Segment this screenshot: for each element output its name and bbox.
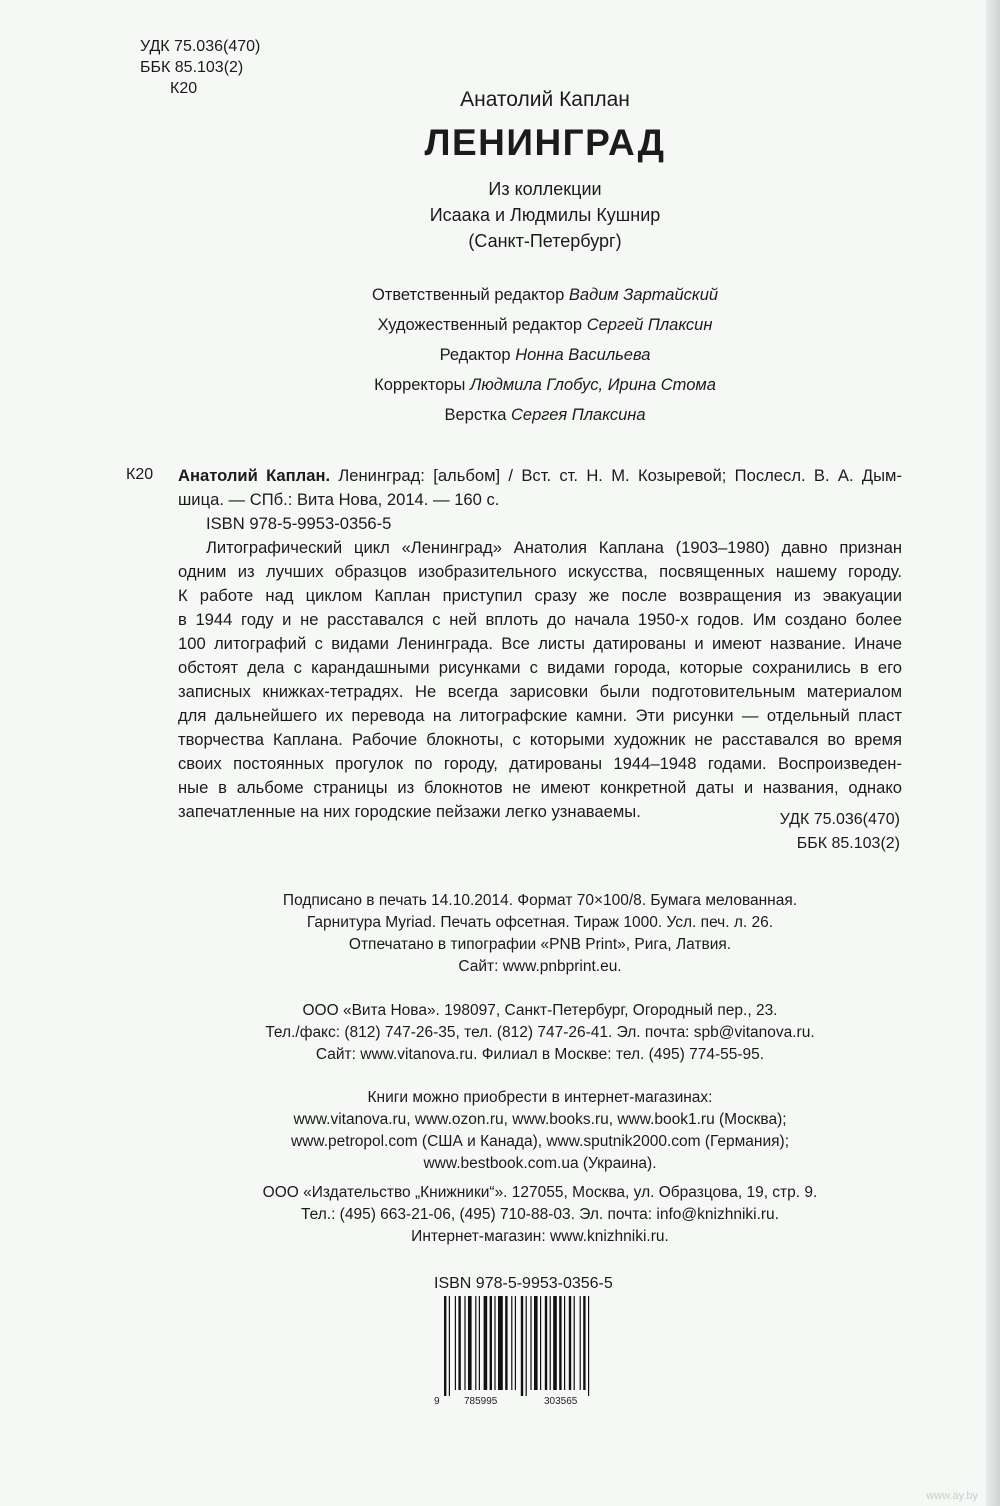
book-title: ЛЕНИНГРАД	[424, 122, 666, 163]
barcode-bar	[494, 1296, 495, 1390]
credit-line	[180, 310, 910, 340]
barcode-bar	[458, 1296, 460, 1390]
biblio-title: Ленинград: [альбом] / Вст. ст. Н. М. Козыревой; Послесл. В. А. Дым-	[338, 466, 902, 485]
credit-name: Нонна Васильева	[515, 346, 651, 364]
biblio-author: Анатолий Каплан.	[178, 466, 331, 485]
imprint-line: Сайт: www.pnbprint.eu.	[458, 958, 622, 975]
annotation-line: ные в альбоме страницы из блокнотов не имеют конкретной даты и названия, однако	[178, 778, 902, 797]
biblio-isbn: ISBN 978-5-9953-0356-5	[206, 514, 392, 533]
credit-line	[180, 280, 910, 310]
barcode-bar	[484, 1296, 488, 1390]
credit-line	[180, 370, 910, 400]
barcode-bar	[455, 1296, 456, 1390]
annotation-line: обстоят дела с карандашными рисунками с видами города, которые сохранились в его	[178, 658, 902, 677]
barcode-bars	[444, 1296, 589, 1396]
barcode-bar	[505, 1296, 507, 1390]
imprint-line: Тел.: (495) 663-21-06, (495) 710-88-03. Эл. почта: info@knizhniki.ru.	[301, 1206, 779, 1223]
barcode-bar	[574, 1296, 575, 1390]
isbn-barcode	[434, 1296, 614, 1406]
barcode-bar	[588, 1296, 589, 1396]
subtitle-line: Исаака и Людмилы Кушнир	[429, 205, 661, 225]
subtitle	[180, 176, 910, 254]
annotation-line: своих постоянных прогулок по городу, датированы 1944–1948 годами. Воспроизведен-	[178, 754, 902, 773]
imprint-line: Книги можно приобрести в интернет-магазинах:	[367, 1089, 713, 1106]
annotation-line: Литографический цикл «Ленинград» Анатолия Каплана (1903–1980) давно признан	[206, 538, 902, 557]
imprint-line: www.petropol.com (США и Канада), www.sputnik2000.com (Германия);	[290, 1133, 789, 1150]
barcode-bar	[550, 1296, 551, 1390]
barcode-bar	[534, 1296, 538, 1390]
barcode-bar	[449, 1296, 450, 1396]
barcode-bar	[511, 1296, 512, 1390]
imprint-line: www.vitanova.ru, www.ozon.ru, www.books.ru, www.book1.ru (Москва);	[293, 1111, 787, 1128]
barcode-bar	[564, 1296, 565, 1390]
annotation-line: записных книжках-тетрадях. Не всегда зарисовки были подготовительным материалом	[178, 682, 902, 701]
credits	[180, 280, 910, 430]
credit-role: Художественный редактор	[377, 316, 583, 334]
annotation-line: К работе над циклом Каплан приступил сразу же после возвращения из эвакуации	[178, 586, 902, 605]
credit-name: Сергей Плаксин	[586, 316, 713, 334]
imprint-line: ООО «Издательство „Книжники“». 127055, Москва, ул. Образцова, 19, стр. 9.	[262, 1184, 818, 1201]
credit-name: Людмила Глобус, Ирина Стома	[470, 376, 716, 394]
subtitle-line: (Санкт-Петербург)	[468, 231, 622, 251]
classification-codes-right	[780, 808, 900, 856]
barcode-bar	[515, 1296, 516, 1390]
imprint-publisher	[180, 1000, 900, 1066]
subtitle-line: Из коллекции	[488, 179, 602, 199]
imprint-line: Тел./факс: (812) 747-26-35, тел. (812) 747-26-41. Эл. почта: spb@vitanova.ru.	[265, 1024, 815, 1041]
page-edge-shadow	[986, 0, 1000, 1506]
imprint-line: ООО «Вита Нова». 198097, Санкт-Петербург, Огородный пер., 23.	[302, 1002, 778, 1019]
author-name: Анатолий Каплан	[460, 88, 630, 111]
biblio-line	[178, 464, 902, 488]
annotation	[178, 536, 902, 824]
barcode-bar	[444, 1296, 446, 1396]
barcode-bar	[559, 1296, 561, 1390]
author-mark: К20	[170, 80, 198, 97]
barcode-bar	[468, 1296, 472, 1390]
annotation-line: в 1944 году и не расставался с ней вплоть до начала 1950-х годов. Им создано более	[178, 610, 902, 629]
bbk-code: ББК 85.103(2)	[796, 835, 900, 852]
credit-line	[180, 400, 910, 430]
annotation-line: 100 литографий с видами Ленинграда. Все листы датированы и имеют название. Иначе	[178, 634, 902, 653]
barcode-isbn: ISBN 978-5-9953-0356-5	[434, 1275, 613, 1292]
imprint-line: Интернет-магазин: www.knizhniki.ru.	[411, 1228, 669, 1245]
annotation-line: для дальнейшего их перевода на литографские камни. Эти рисунки — отдельный пласт	[178, 706, 902, 725]
barcode-bar	[530, 1296, 531, 1390]
imprint-line: Гарнитура Myriad. Печать офсетная. Тираж 1000. Усл. печ. л. 26.	[306, 914, 774, 931]
barcode-bar	[479, 1296, 480, 1390]
barcode-bar	[583, 1296, 585, 1390]
imprint-line: Подписано в печать 14.10.2014. Формат 70×100/8. Бумага мелованная.	[282, 892, 798, 909]
imprint-shops	[180, 1087, 900, 1175]
credit-role: Редактор	[439, 346, 511, 364]
biblio-author-mark: К20	[126, 466, 154, 483]
imprint-line: Отпечатано в типографии «PNB Print», Рига, Латвия.	[348, 936, 732, 953]
imprint-knizhniki	[180, 1182, 900, 1248]
watermark: www.ay.by	[926, 1490, 978, 1502]
barcode-bar	[553, 1296, 557, 1390]
credit-role: Ответственный редактор	[371, 286, 565, 304]
barcode-digits-right: 303565	[544, 1396, 578, 1406]
barcode-bar	[545, 1296, 547, 1390]
barcode-bar	[475, 1296, 476, 1390]
bbk-code: ББК 85.103(2)	[140, 59, 244, 76]
udk-code: УДК 75.036(470)	[140, 38, 261, 55]
barcode-bar	[526, 1296, 527, 1396]
imprint-printing	[180, 890, 900, 978]
barcode-bar	[521, 1296, 523, 1396]
barcode-digits-left: 785995	[464, 1396, 498, 1406]
barcode-bar	[540, 1296, 541, 1390]
annotation-line: одним из лучших образцов изобразительного искусства, посвященных нашему городу.	[178, 562, 902, 581]
credit-name: Сергея Плаксина	[511, 406, 646, 424]
credit-line	[180, 340, 910, 370]
barcode-bar	[464, 1296, 465, 1390]
imprint-line: Сайт: www.vitanova.ru. Филиал в Москве: тел. (495) 774-55-95.	[315, 1046, 765, 1063]
barcode-digit-lead: 9	[434, 1396, 440, 1406]
annotation-line: запечатленные на них городские пейзажи легко узнаваемы.	[178, 802, 641, 821]
biblio-line: шица. — СПб.: Вита Нова, 2014. — 160 с.	[178, 490, 500, 509]
bibliographic-record	[178, 464, 902, 824]
imprint-line: www.bestbook.com.ua (Украина).	[423, 1155, 657, 1172]
udk-code: УДК 75.036(470)	[779, 811, 900, 828]
barcode-bar	[498, 1296, 503, 1390]
credit-role: Корректоры	[374, 376, 466, 394]
credit-role: Верстка	[444, 406, 507, 424]
credit-name: Вадим Зартайский	[568, 286, 719, 304]
annotation-line: творчества Каплана. Рабочие блокноты, с которыми художник не расставался во время	[178, 730, 902, 749]
barcode-bar	[490, 1296, 492, 1390]
barcode-bar	[580, 1296, 581, 1390]
barcode-bar	[569, 1296, 571, 1390]
